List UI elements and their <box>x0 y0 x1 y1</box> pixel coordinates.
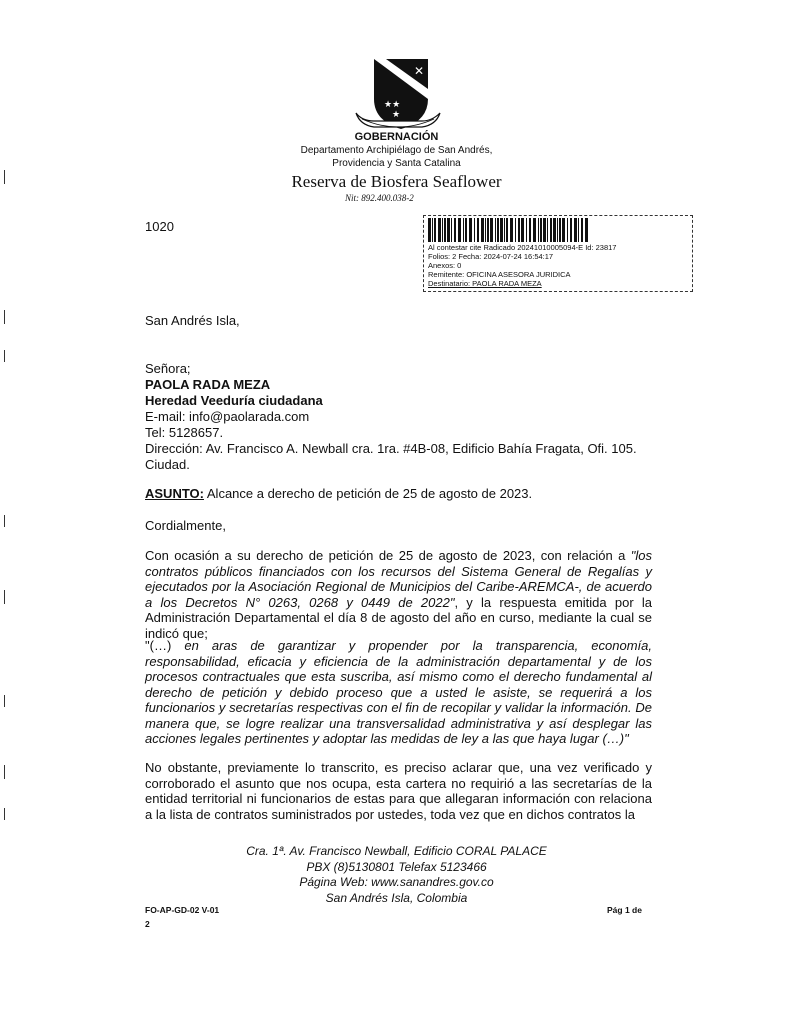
body-paragraph-2: No obstante, previamente lo transcrito, es preciso aclarar que, una vez verificado y corroborado el asunto que nos ocupa, esta cartera no requirió a las secretarías de la entidad territorial ni funcionarios de estas para que allegaran información con relaciona a la lista de contratos suministrados por ustedes, toda vez que en dichos contratos la <box>145 760 652 822</box>
barcode-bar <box>562 218 565 242</box>
barcode-bar <box>463 218 464 242</box>
barcode-bar <box>559 218 561 242</box>
recipient-name: PAOLA RADA MEZA <box>145 377 271 392</box>
barcode-bar <box>585 218 588 242</box>
svg-text:✕: ✕ <box>414 64 425 78</box>
barcode-bar <box>438 218 441 242</box>
barcode-bar <box>581 218 583 242</box>
quoted-response <box>145 638 652 747</box>
barcode-bar <box>506 218 508 242</box>
stamp-attachments: Anexos: 0 <box>428 261 462 270</box>
barcode-bar <box>490 218 493 242</box>
barcode-bar <box>557 218 558 242</box>
subject-label: ASUNTO: <box>145 486 204 501</box>
barcode-bar <box>481 218 484 242</box>
barcode <box>428 218 588 242</box>
barcode-bar <box>434 218 436 242</box>
barcode-bar <box>469 218 472 242</box>
barcode-bar <box>504 218 505 242</box>
page-number: Pág 1 de <box>607 905 642 915</box>
scan-mark <box>4 515 5 527</box>
svg-text:★★: ★★ <box>384 100 401 110</box>
barcode-bar <box>510 218 513 242</box>
barcode-bar <box>570 218 572 242</box>
barcode-bar <box>442 218 443 242</box>
biosphere-title: Reserva de Biosfera Seaflower <box>291 172 502 191</box>
barcode-bar <box>495 218 496 242</box>
barcode-bar <box>540 218 542 242</box>
footer-city: San Andrés Isla, Colombia <box>325 890 468 905</box>
svg-text:★: ★ <box>392 110 401 120</box>
scan-mark <box>4 170 5 184</box>
paragraph-1-text: Con ocasión a su derecho de petición de 25 de agosto de 2023, con relación a <box>145 548 631 563</box>
salutation: Señora; <box>145 361 191 376</box>
paragraph-1-citation: "los contratos públicos financiados con los recursos del Sistema General de Regalías y ejecutados por la Asociación Regional de Municipios del Caribe-AREMCA-, de acuerdo a los Decretos N° 0263, 0268 y 0449 de 2022" <box>145 548 652 610</box>
form-code: FO-AP-GD-02 V-01 <box>145 905 220 915</box>
barcode-bar <box>521 218 524 242</box>
form-code-suffix: 2 <box>145 919 150 929</box>
department-line-1: Departamento Archipiélago de San Andrés, <box>300 145 493 156</box>
barcode-bar <box>432 218 433 242</box>
barcode-bar <box>578 218 579 242</box>
recipient-phone: Tel: 5128657. <box>145 425 224 440</box>
barcode-bar <box>529 218 531 242</box>
quote-text: en aras de garantizar y propender por la transparencia, economía, responsabilidad, eficacia y eficiencia de la administración departamental y de los procesos contractuales que esta suscriba, así mismo como el derecho fundamental al derecho de petición y debido proceso que a usted le asiste, se requerirá a los funcionarios y secretarías respectivas con el fin de recopilar y validar la información. De manera que, se logre realizar una transversalidad administrativa y así desplegar las acciones legales pertinentes y adoptar las medidas de ley a las que haya lugar (…)" <box>145 638 653 746</box>
stamp-radicado: Al contestar cite Radicado 20241010005094-E Id: 23817 <box>428 243 617 252</box>
scan-mark <box>4 590 5 604</box>
barcode-bar <box>567 218 568 242</box>
subject-text: Alcance a derecho de petición de 25 de agosto de 2023. <box>203 486 533 501</box>
barcode-bar <box>547 218 548 242</box>
subject-line <box>145 486 532 502</box>
stamp-folios-date: Folios: 2 Fecha: 2024-07-24 16:54:17 <box>428 252 554 261</box>
footer-phone: PBX (8)5130801 Telefax 5123466 <box>306 859 487 874</box>
recipient-organization: Heredad Veeduría ciudadana <box>145 393 323 408</box>
barcode-bar <box>465 218 467 242</box>
barcode-bar <box>550 218 552 242</box>
barcode-bar <box>477 218 479 242</box>
office-title: GOBERNACIÓN <box>354 131 439 143</box>
barcode-bar <box>458 218 461 242</box>
document-code: 1020 <box>145 219 174 234</box>
barcode-bar <box>500 218 503 242</box>
stamp-recipient: Destinatario: PAOLA RADA MEZA <box>428 279 542 288</box>
barcode-bar <box>574 218 577 242</box>
department-line-2: Providencia y Santa Catalina <box>332 158 461 169</box>
barcode-bar <box>538 218 539 242</box>
barcode-bar <box>485 218 486 242</box>
footer-address: Cra. 1ª. Av. Francisco Newball, Edificio CORAL PALACE <box>246 844 547 858</box>
barcode-bar <box>518 218 520 242</box>
recipient-city: Ciudad. <box>145 457 190 472</box>
body-paragraph-1 <box>145 548 652 641</box>
scan-mark <box>4 310 5 324</box>
paragraph-1-continuation: , y la respuesta emitida por la Administración Departamental el día 8 de agosto del año en curso, mediante la cual se indicó que; <box>145 594 653 641</box>
barcode-bar <box>454 218 456 242</box>
barcode-bar <box>526 218 527 242</box>
stamp-sender: Remitente: OFICINA ASESORA JURIDICA <box>428 270 571 279</box>
scan-mark <box>4 808 5 820</box>
scan-mark <box>4 695 5 707</box>
barcode-bar <box>553 218 556 242</box>
barcode-bar <box>533 218 536 242</box>
footer-contact <box>0 844 793 906</box>
barcode-bar <box>543 218 546 242</box>
barcode-bar <box>497 218 499 242</box>
barcode-bar <box>444 218 446 242</box>
recipient-address: Dirección: Av. Francisco A. Newball cra. 1ra. #4B-08, Edificio Bahía Fragata, Ofi. 105. <box>145 441 637 456</box>
scan-mark <box>4 350 5 362</box>
scan-mark <box>4 765 5 779</box>
barcode-bar <box>487 218 489 242</box>
footer-website: Página Web: www.sanandres.gov.co <box>299 875 494 889</box>
greeting: Cordialmente, <box>145 518 226 533</box>
barcode-bar <box>428 218 431 242</box>
place-line: San Andrés Isla, <box>145 313 240 328</box>
government-crest <box>352 55 442 135</box>
barcode-bar <box>474 218 475 242</box>
barcode-bar <box>447 218 450 242</box>
recipient-email: E-mail: info@paolarada.com <box>145 409 310 424</box>
radicado-stamp <box>423 215 693 292</box>
quote-opening: "(…) <box>145 638 185 653</box>
nit-number: Nit: 892.400.038-2 <box>345 193 414 203</box>
barcode-bar <box>451 218 452 242</box>
barcode-bar <box>515 218 516 242</box>
